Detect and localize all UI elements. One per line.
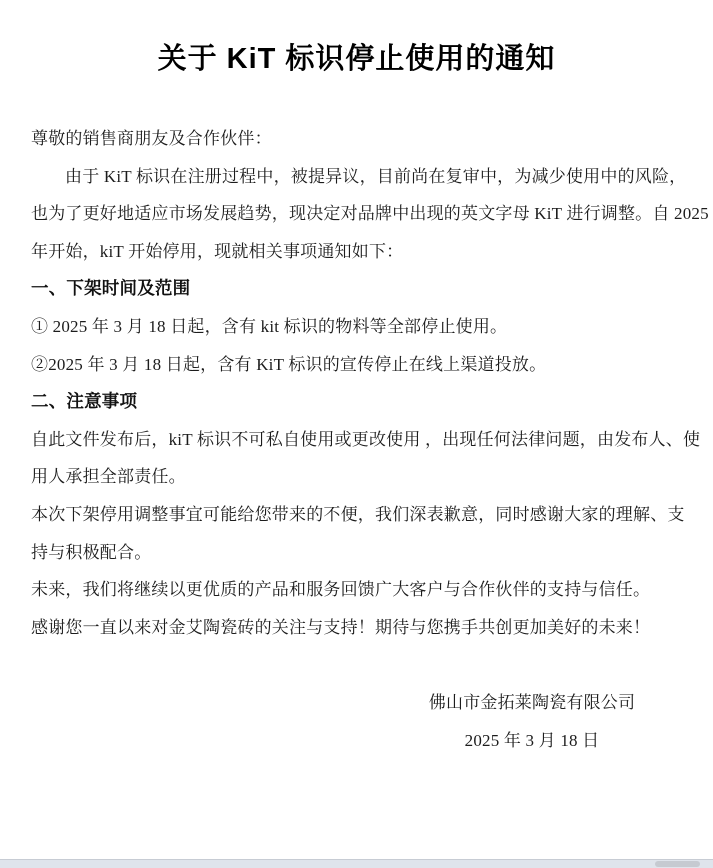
section-2-paragraph-3: 未来，我们将继续以更优质的产品和服务回馈广大客户与合作伙伴的支持与信任。: [31, 580, 651, 600]
salutation-line: 尊敬的销售商朋友及合作伙伴：: [31, 129, 272, 148]
section-2-heading: 二、注意事项: [31, 391, 138, 412]
section-2-paragraph-2-line-1: 本次下架停用调整事宜可能给您带来的不便，我们深表歉意，同时感谢大家的理解、支: [31, 504, 685, 524]
signature-block: [427, 684, 637, 759]
intro-paragraph-line-2: 也为了更好地适应市场发展趋势，现决定对品牌中出现的英文字母 KiT 进行调整。自 2025: [31, 204, 709, 224]
document-body: [31, 120, 709, 759]
document-title: 关于 KiT 标识停止使用的通知: [157, 43, 556, 75]
signature-date: 2025 年 3 月 18 日: [464, 730, 600, 750]
section-1-heading: 一、下架时间及范围: [31, 278, 191, 299]
section-2-paragraph-1-line-1: 自此文件发布后，kiT 标识不可私自使用或更改使用 ，出现任何法律问题，由发布人、使: [31, 429, 701, 449]
section-2-paragraph-1-line-2: 用人承担全部责任。: [31, 467, 186, 487]
section-2-paragraph-4: 感谢您一直以来对金艾陶瓷砖的关注与支持！期待与您携手共创更加美好的未来！: [31, 617, 651, 637]
section-1-item-2: ②2025 年 3 月 18 日起，含有 KiT 标识的宣传停止在线上渠道投放。: [31, 354, 547, 374]
horizontal-scrollbar-track[interactable]: [0, 859, 713, 868]
section-2-paragraph-2-line-2: 持与积极配合。: [31, 542, 152, 562]
intro-paragraph-line-1: 由于 KiT 标识在注册过程中，被提异议，目前尚在复审中，为减少使用中的风险，: [65, 166, 687, 186]
signature-company: 佛山市金拓莱陶瓷有限公司: [428, 692, 636, 712]
intro-paragraph-line-3: 年开始，kiT 开始停用，现就相关事项通知如下：: [31, 241, 404, 261]
horizontal-scrollbar-thumb[interactable]: [655, 861, 700, 867]
section-1-item-1: ① 2025 年 3 月 18 日起，含有 kit 标识的物料等全部停止使用。: [31, 316, 508, 336]
